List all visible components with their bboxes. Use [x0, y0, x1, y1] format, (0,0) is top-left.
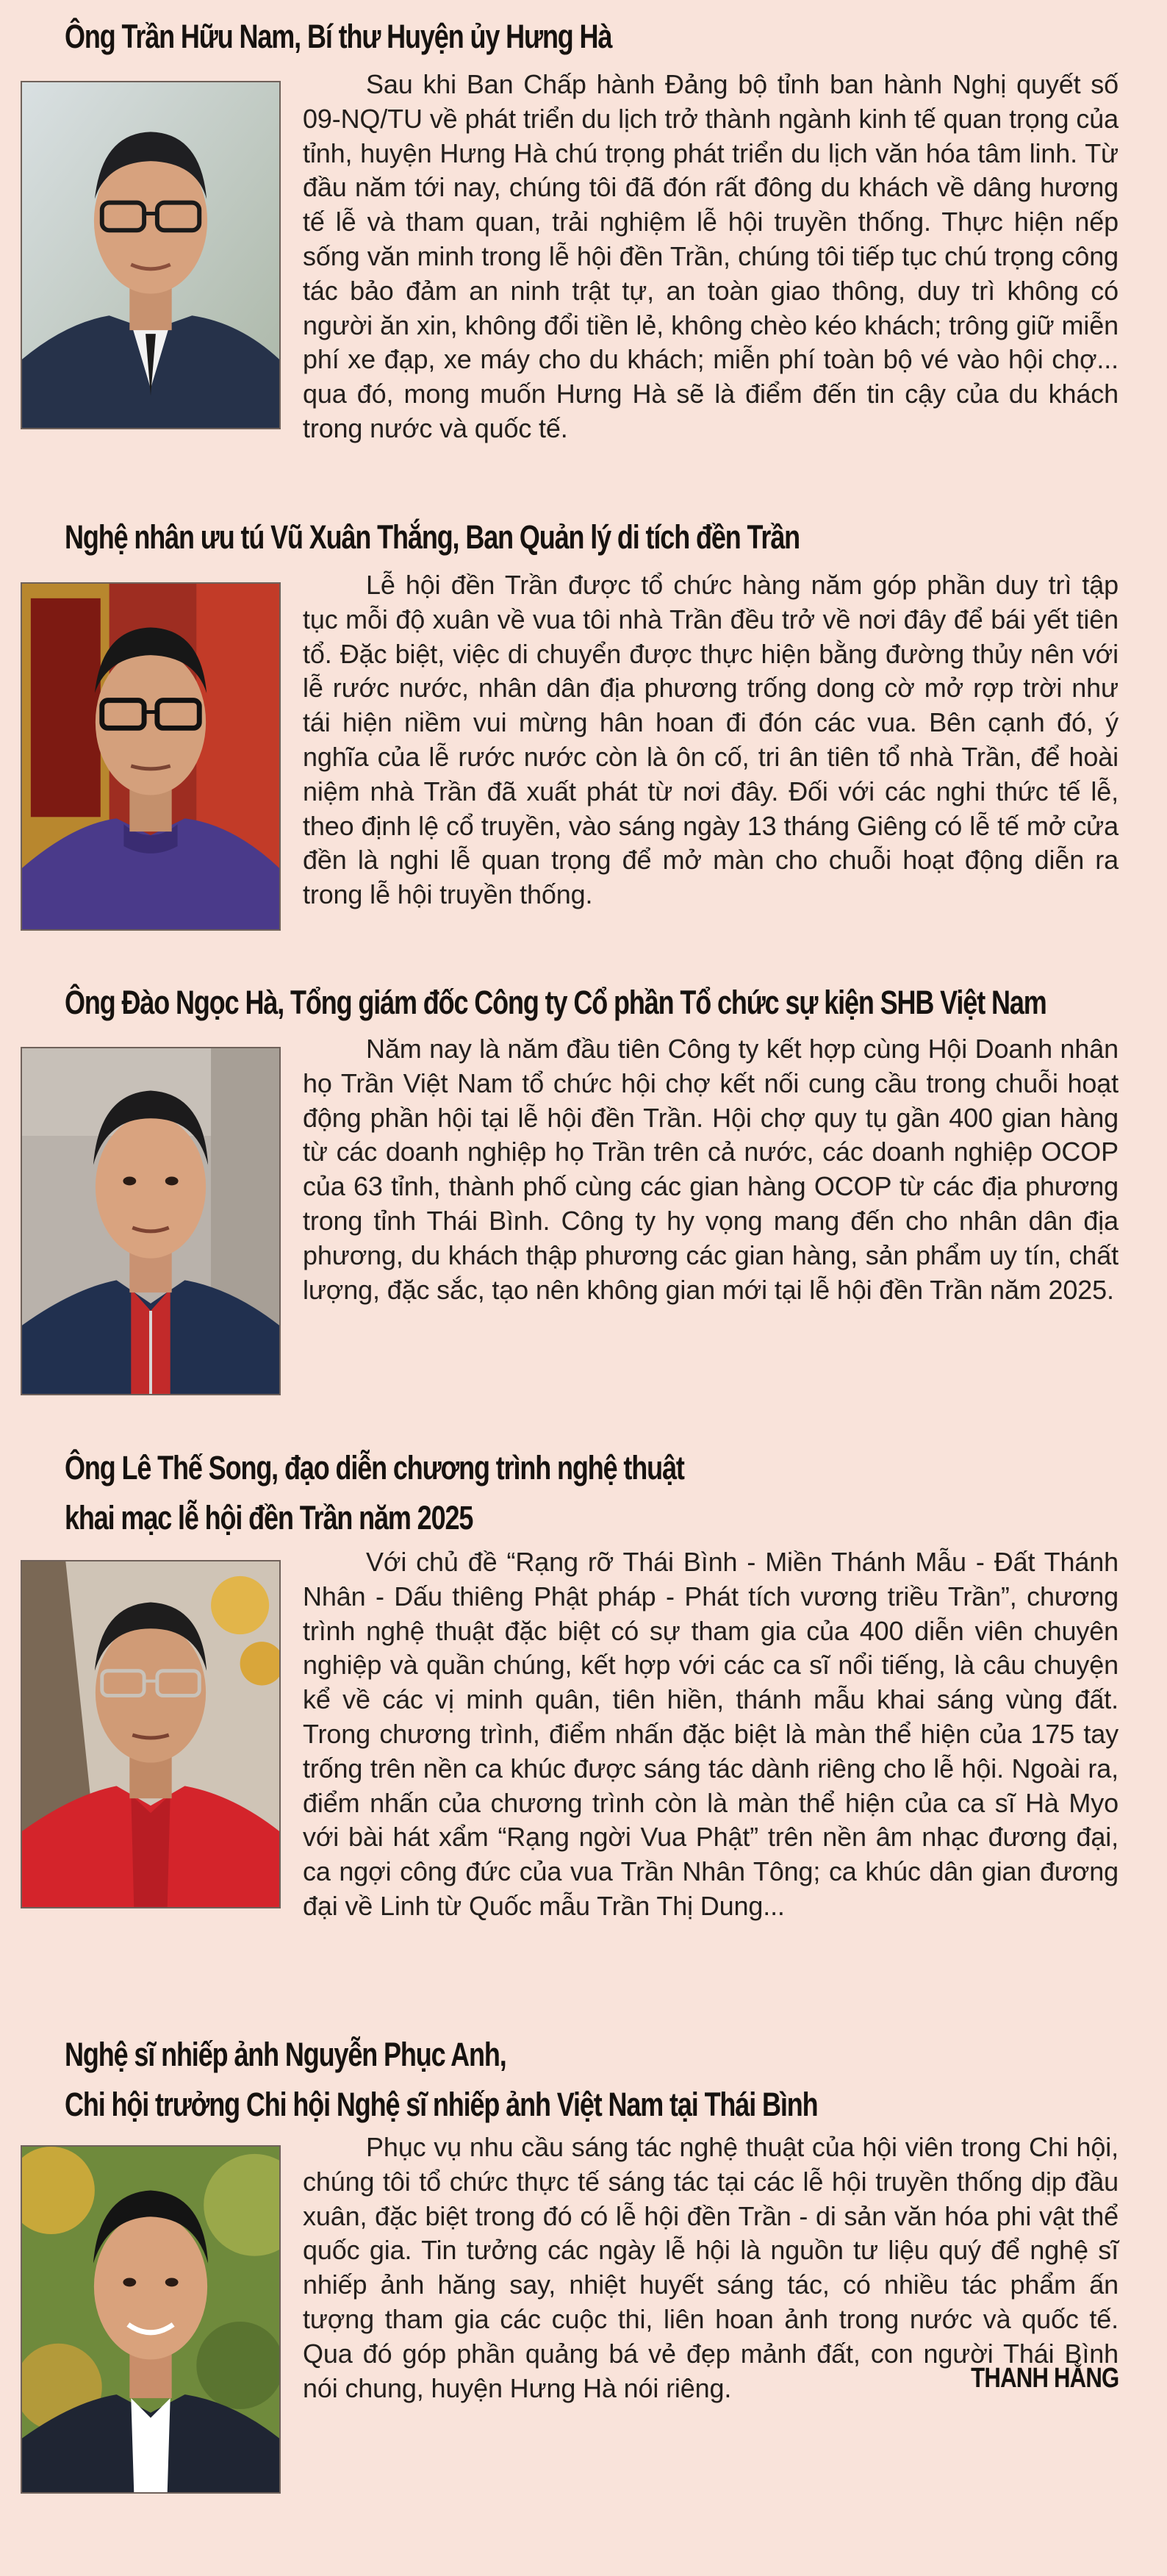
section-2-text: Lễ hội đền Trần được tổ chức hàng năm góp phần duy trì tập tục mỗi độ xuân về vua tôi nhà Trần đều trở về nơi đây để bái yết tiên tổ. Đặc biệt, việc di chuyển được thực hiện bằng đường thủy nên với lễ rước nước, nhân dân địa phương trống dong cờ mở rợp trời như tái hiện niềm vui mừng hân hoan đi đón các vua. Bên cạnh đó, ý nghĩa của lễ rước nước còn là ôn cố, tri ân tiên tổ nhà Trần, để hoài niệm nhà Trần đã xuất phát từ nơi đây. Đối với các nghi thức tế lễ, theo định lệ cổ truyền, vào sáng ngày 13 tháng Giêng có lễ tế mở cửa đền là nghi lễ quan trọng để mở màn cho chuỗi hoạt động diễn ra trong lễ hội truyền thống.: [303, 570, 1118, 910]
section-5-heading-line-1: Nghệ sĩ nhiếp ảnh Nguyễn Phục Anh,: [65, 2036, 506, 2073]
section-4-heading-line-1: Ông Lê Thế Song, đạo diễn chương trình nghệ thuật: [65, 1449, 684, 1486]
section-4-portrait-photo-icon: [21, 1560, 281, 1908]
section-1-heading: [65, 12, 611, 62]
section-3-heading: [65, 978, 1046, 1028]
section-5-text: Phục vụ nhu cầu sáng tác nghệ thuật của hội viên trong Chi hội, chúng tôi tổ chức thực tế sáng tác tại các lễ hội truyền thống dịp đầu xuân, đặc biệt trong đó có lễ hội đền Trần - di sản văn hóa phi vật thể quốc gia. Tin tưởng các ngày lễ hội là nguồn tư liệu quý để nghệ sĩ nhiếp ảnh hăng say, nhiệt huyết sáng tác, có nhiều tác phẩm ấn tượng tham gia các cuộc thi, liên hoan ảnh trong nước và quốc tế. Qua đó góp phần quảng bá vẻ đẹp mảnh đất, con người Thái Bình nói chung, huyện Hưng Hà nói riêng.: [303, 2132, 1118, 2403]
section-1-heading-line-1: Ông Trần Hữu Nam, Bí thư Huyện ủy Hưng Hà: [65, 18, 612, 55]
section-5-portrait-photo-icon: [21, 2145, 281, 2494]
section-3-heading-line-1: Ông Đào Ngọc Hà, Tổng giám đốc Công ty Cổ phần Tổ chức sự kiện SHB Việt Nam: [65, 984, 1046, 1021]
section-5-heading: [65, 2030, 817, 2130]
section-4-text: Với chủ đề “Rạng rỡ Thái Bình - Miền Thánh Mẫu - Đất Thánh Nhân - Dấu thiêng Phật pháp - Phát tích vương triều Trần”, chương trình nghệ thuật đặc biệt có sự tham gia của 400 diễn viên chuyên nghiệp và quần chúng, kết hợp với các ca sĩ nổi tiếng, là câu chuyện kể về các vị minh quân, tiên hiền, thánh mẫu khai sáng vùng đất. Trong chương trình, điểm nhấn đặc biệt là màn thể hiện của 175 tay trống trên nền ca khúc được sáng tác dành riêng cho lễ hội. Ngoài ra, điểm nhấn của chương trình còn là màn thể hiện của ca sĩ Hà Myo với bài hát xẩm “Rạng ngời Vua Phật” trên nền âm nhạc đương đại, ca ngợi công đức của vua Trần Nhân Tông; ca khúc dân gian đương đại về Linh từ Quốc mẫu Trần Thị Dung...: [303, 1547, 1118, 1921]
section-2-heading: [65, 512, 800, 562]
section-1-portrait-photo-icon: [21, 81, 281, 429]
author-signature: THANH HẰNG: [970, 2363, 1118, 2394]
section-5-heading-line-2: Chi hội trưởng Chi hội Nghệ sĩ nhiếp ảnh Việt Nam tại Thái Bình: [65, 2086, 818, 2123]
section-2-portrait-photo-icon: [21, 582, 281, 931]
section-2-heading-line-1: Nghệ nhân ưu tú Vũ Xuân Thắng, Ban Quản lý di tích đền Trần: [65, 518, 800, 556]
section-3-portrait-photo-icon: [21, 1047, 281, 1395]
section-4-heading: [65, 1443, 684, 1543]
section-3-text: Năm nay là năm đầu tiên Công ty kết hợp cùng Hội Doanh nhân họ Trần Việt Nam tổ chức hội chợ kết nối cung cầu trong chuỗi hoạt động phần hội tại lễ hội đền Trần. Hội chợ quy tụ gần 400 gian hàng từ các doanh nghiệp họ Trần trên cả nước, các doanh nghiệp OCOP của 63 tỉnh, thành phố cùng các gian hàng OCOP từ các địa phương trong tỉnh Thái Bình. Công ty hy vọng mang đến cho nhân dân địa phương, du khách thập phương các gian hàng, sản phẩm uy tín, chất lượng, đặc sắc, tạo nên không gian mới tại lễ hội đền Trần năm 2025.: [303, 1034, 1118, 1305]
section-4-heading-line-2: khai mạc lễ hội đền Trần năm 2025: [65, 1499, 473, 1536]
section-1-text: Sau khi Ban Chấp hành Đảng bộ tỉnh ban hành Nghị quyết số 09-NQ/TU về phát triển du lịch trở thành ngành kinh tế quan trọng của tỉnh, huyện Hưng Hà chú trọng phát triển du lịch văn hóa tâm linh. Từ đầu năm tới nay, chúng tôi đã đón rất đông du khách về dâng hương tế lễ và tham quan, trải nghiệm lễ hội truyền thống. Thực hiện nếp sống văn minh trong lễ hội đền Trần, chúng tôi tiếp tục chú trọng công tác bảo đảm an ninh trật tự, an toàn giao thông, duy trì không có người ăn xin, không đổi tiền lẻ, không chèo kéo khách; trông giữ miễn phí xe đạp, xe máy cho du khách; miễn phí toàn bộ vé vào hội chợ... qua đó, mong muốn Hưng Hà sẽ là điểm đến tin cậy của du khách trong nước và quốc tế.: [303, 69, 1118, 443]
